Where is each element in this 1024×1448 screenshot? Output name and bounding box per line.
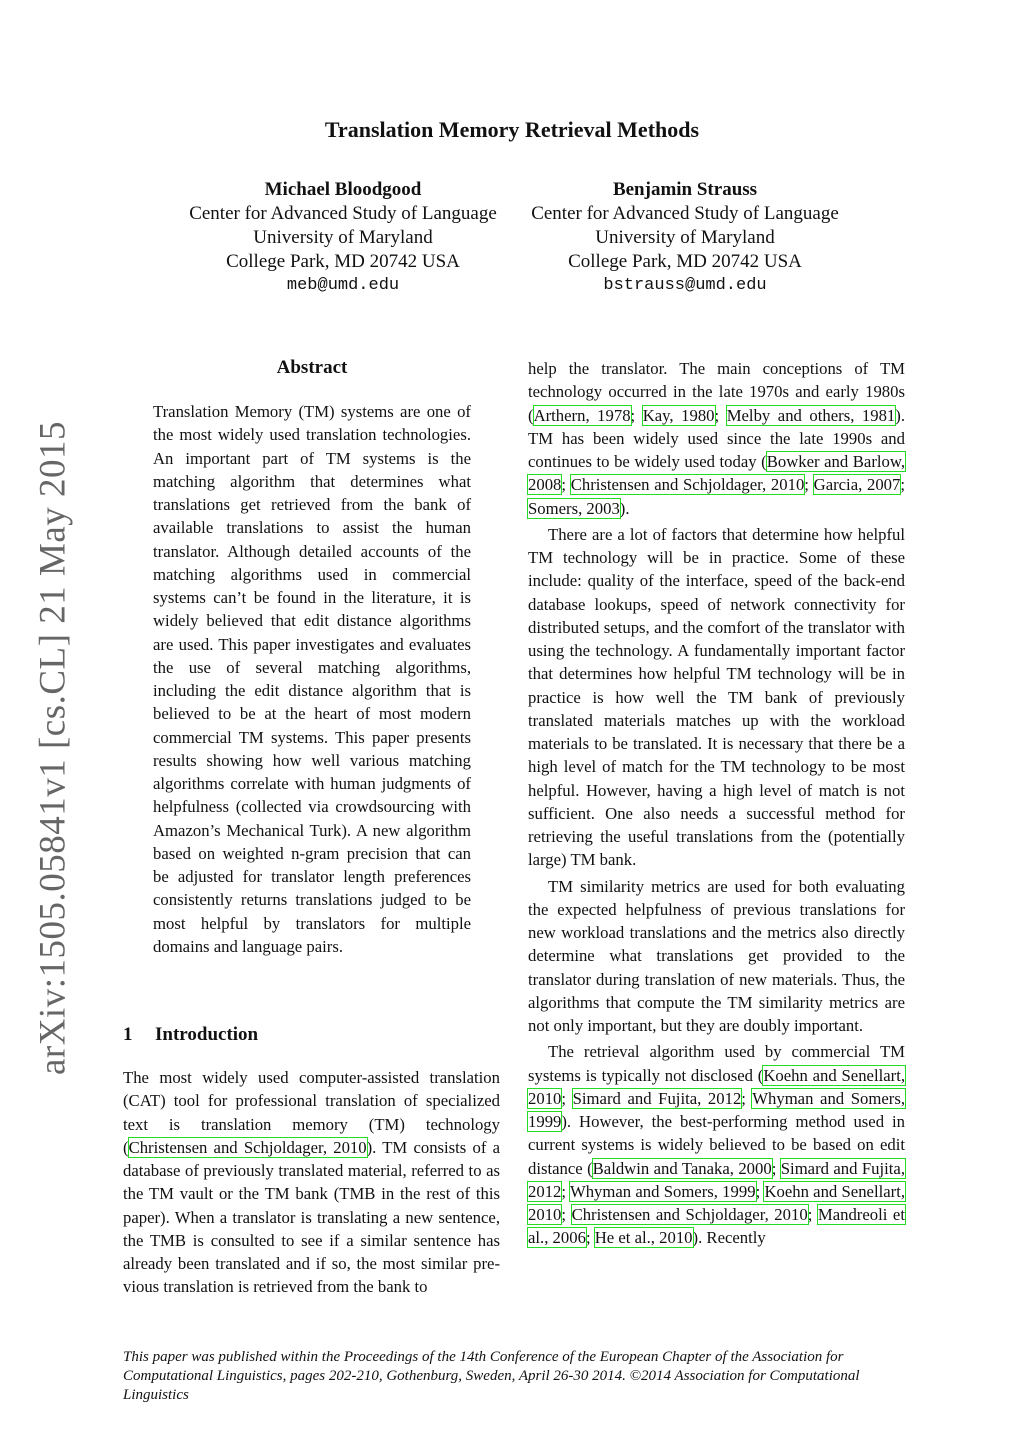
- text-run: The retrieval algorithm used by commercial TM systems is typically not disclosed (: [528, 1042, 905, 1085]
- abstract-section: [153, 356, 471, 958]
- paper-title: Translation Memory Retrieval Methods: [324, 117, 700, 142]
- author-block-2: [505, 178, 865, 298]
- text-run: help the translator. The main conceptions of TM technology occurred in the late 1970s and early 1980s (: [528, 359, 905, 425]
- right-column: [528, 357, 905, 1250]
- paragraph: The retrieval algorithm used by commercial TM systems is typically not disclosed (Koehn and Senellart, 2010; Simard and Fujita, 2012; Whyman and Somers, 1999). However, the best-performing method used in current systems is widely believed to be based on edit distance (Baldwin and Tanaka, 2000; Simard and Fujita, 2012; Whyman and Somers, 1999; Koehn and Senellart, 2010; Christensen and Schjoldager, 2010; Mandreoli et al., 2006; He et al., 2010). Recently: [528, 1042, 906, 1248]
- section-title: Introduction: [155, 1024, 259, 1045]
- author-block-1: [163, 178, 523, 298]
- abstract-text: Translation Memory (TM) systems are one of the most widely used translation technologies. An important part of TM systems is the matching algorithm that determines what translations get retrieved from the bank of available translations to assist the human translator. Although detailed accounts of the matching algorithms used in commercial systems can’t be found in the literature, it is widely believed that edit distance algorithms are used. This paper investigates and evaluates the use of several matching algorithms, including the edit distance algorithm that is believed to be at the heart of most modern commercial TM systems. This paper presents results showing how well various matching algorithms correlate with human judgments of helpfulness (collected via crowdsourcing with Amazon’s Mechanical Turk). A new algorithm based on weighted n-gram precision that can be adjusted for translator length preferences consistently returns translations judged to be most helpful by translators for multiple domains and language pairs.: [153, 402, 471, 956]
- text-run: ). TM has been widely used since the late 1990s and continues to be widely used today (: [528, 405, 906, 471]
- citation-link[interactable]: Melby and others, 1981: [726, 405, 896, 425]
- citation-link[interactable]: Mandreoli et al., 2006: [528, 1205, 905, 1248]
- author-university: University of Maryland: [595, 227, 775, 248]
- citation-link[interactable]: Arthern, 1978: [533, 405, 631, 425]
- paragraph: TM similarity metrics are used for both evaluating the expected helpfulness of previous translations for new workload translations and the metrics also directly determine what translations get provided to the translator during translation of new materials. Thus, the algorithms that compute the TM similarity metrics are not only important, but they are doubly important.: [528, 876, 905, 1035]
- author-email[interactable]: bstrauss@umd.edu: [603, 276, 767, 295]
- author-email[interactable]: meb@umd.edu: [286, 276, 400, 295]
- text-run: ).: [619, 498, 630, 518]
- citation-link[interactable]: Simard and Fujita, 2012: [528, 1158, 906, 1201]
- citation-link[interactable]: Bowker and Barlow, 2008: [528, 452, 906, 495]
- text-run: ). However, the best-performing method used in current systems is widely believed to be based on edit distance (: [528, 1112, 905, 1178]
- author-affiliation: Center for Advanced Study of Language: [531, 203, 839, 224]
- citation-link[interactable]: Christensen and Schjoldager, 2010: [570, 475, 805, 495]
- text-run: ). TM consists of a database of previously translated material, referred to as the TM vault or the TM bank (TMB in the rest of this paper). When a translator is translating a new sentence, the TMB is consulted to see if a similar sentence has already been translated and if so, the most similar previous translation is retrieved from the bank to: [123, 1137, 500, 1297]
- paragraph: There are a lot of factors that determine how helpful TM technology will be in practice. Some of these include: quality of the interface, speed of the back-end database lookups, speed of network connectivity for distributed setups, and the comfort of the translator with using the technology. A fundamentally important factor that determines how helpful TM technology will be in practice is how well the TM bank of previously translated materials matches up with the workload materials to be translated. It is necessary that there be a high level of match for the TM technology to be most helpful. However, having a high level of match is not sufficient. One also needs a successful method for retrieving the useful translations from the (potentially large) TM bank.: [528, 524, 905, 870]
- citation-link[interactable]: Kay, 1980: [642, 405, 715, 425]
- section-number: 1: [123, 1024, 133, 1045]
- citation-link[interactable]: Koehn and Senellart, 2010: [528, 1065, 905, 1108]
- arxiv-identifier: arXiv:1505.05841v1 [cs.CL] 21 May 2015: [32, 420, 74, 1076]
- paragraph: help the translator. The main conceptions of TM technology occurred in the late 1970s and early 1980s (Arthern, 1978; Kay, 1980; Melby and others, 1981). TM has been widely used since the late 1990s and continues to be widely used today (Bowker and Barlow, 2008; Christensen and Schjoldager, 2010; Garcia, 2007; Somers, 2003).: [528, 359, 906, 518]
- author-university: University of Maryland: [253, 227, 433, 248]
- author-affiliation: Center for Advanced Study of Language: [189, 203, 497, 224]
- citation-link[interactable]: Somers, 2003: [528, 498, 620, 518]
- introduction-section: [123, 1023, 500, 1299]
- author-name: Michael Bloodgood: [264, 179, 422, 200]
- citation-link[interactable]: He et al., 2010: [594, 1228, 693, 1248]
- citation-link[interactable]: Simard and Fujita, 2012: [572, 1088, 742, 1108]
- citation-link[interactable]: Christensen and Schjoldager, 2010: [571, 1205, 808, 1224]
- citation-link[interactable]: Koehn and Senellart, 2010: [528, 1181, 906, 1224]
- author-address: College Park, MD 20742 USA: [568, 251, 802, 272]
- author-name: Benjamin Strauss: [612, 179, 758, 200]
- citation-link[interactable]: Whyman and Somers, 1999: [528, 1088, 906, 1131]
- text-run: ). Recently: [692, 1228, 766, 1248]
- abstract-heading: Abstract: [276, 357, 348, 378]
- publication-footnote: This paper was published within the Proceedings of the 14th Conference of the European Chapter of the Association for Computational Linguistics, pages 202-210, Gothenburg, Sweden, April 26-30 2014. ©2014 Association for Computational Linguistics: [123, 1349, 860, 1403]
- intro-paragraph: [123, 1066, 500, 1299]
- text-run: The most widely used computer-assisted translation (CAT) tool for professional translation of specialized text is translation memory (TM) technology (: [123, 1068, 500, 1157]
- citation-link[interactable]: Christensen and Schjoldager, 2010: [128, 1137, 367, 1157]
- citation-link[interactable]: Baldwin and Tanaka, 2000: [592, 1158, 772, 1178]
- author-address: College Park, MD 20742 USA: [226, 251, 460, 272]
- arxiv-sidebar: [28, 420, 78, 1076]
- citation-link[interactable]: Whyman and Somers, 1999: [569, 1181, 756, 1201]
- citation-link[interactable]: Garcia, 2007: [813, 475, 901, 495]
- section-heading: [123, 1023, 500, 1047]
